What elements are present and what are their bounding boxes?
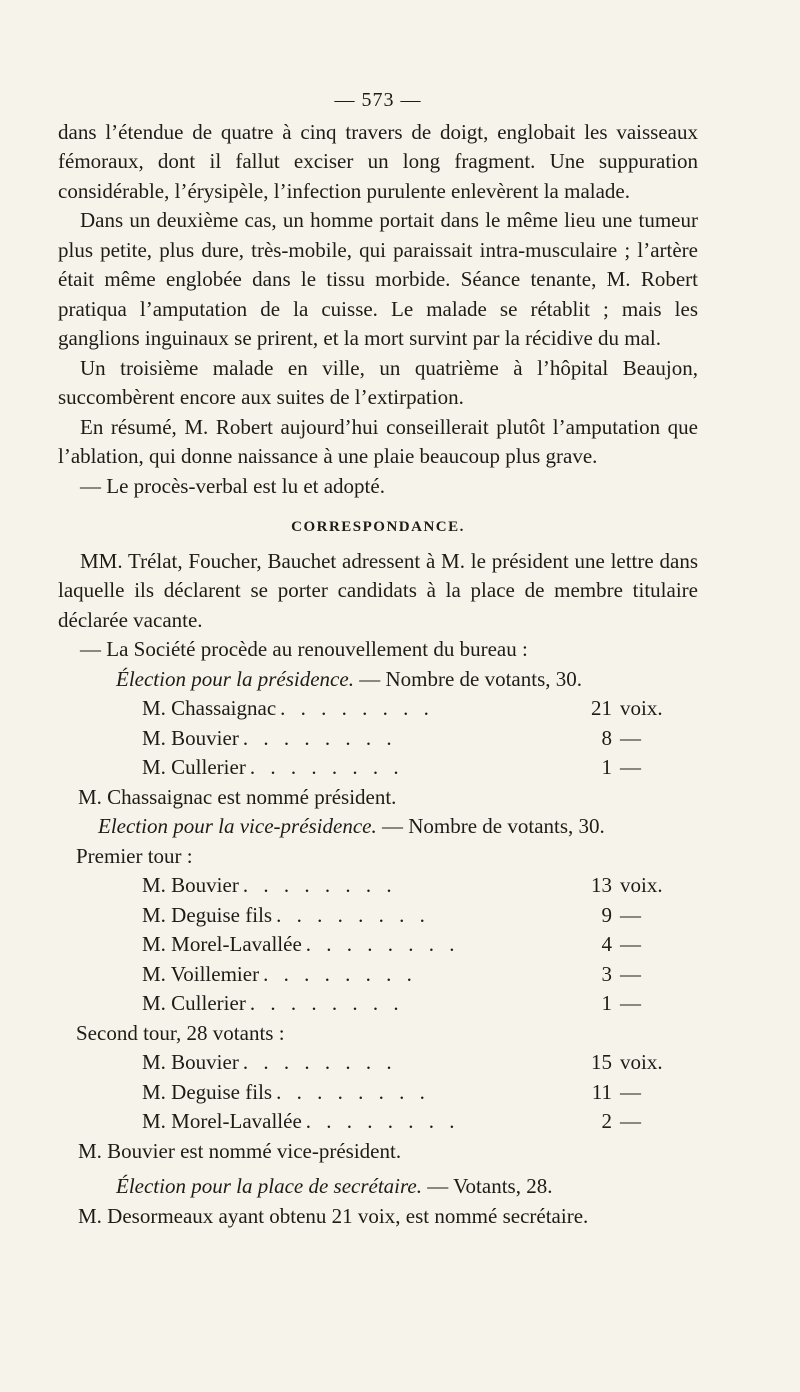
- vote-unit: voix.: [620, 873, 663, 897]
- page: [58, 86, 698, 1231]
- premier-tour-label: Premier tour :: [76, 843, 193, 868]
- vote-count: 4: [601, 932, 612, 956]
- election-title: Élection pour la place de secrétaire.: [116, 1174, 422, 1198]
- vote-count: 8: [601, 725, 612, 750]
- election-votants: — Nombre de votants, 30.: [353, 666, 582, 691]
- candidate-name: M. Morel-Lavallée: [142, 932, 302, 956]
- candidate-name: M. Voillemier: [142, 961, 260, 986]
- vote-count: 1: [601, 755, 612, 779]
- vote-table-second-tour: [58, 1048, 698, 1137]
- candidate-name: M. Cullerier: [142, 755, 246, 779]
- election-result: M. Bouvier est nommé vice-président.: [78, 1138, 402, 1163]
- section-title: CORRESPONDANCE.: [291, 519, 465, 535]
- candidate-name: M. Bouvier: [142, 1050, 239, 1074]
- vote-count: 11: [591, 1079, 612, 1104]
- vote-unit: —: [620, 1079, 641, 1104]
- candidate-name: M. Deguise fils: [142, 902, 273, 927]
- candidate-name: M. Chassaignac: [142, 696, 277, 720]
- vote-unit: —: [620, 961, 641, 986]
- vote-unit: voix.: [620, 696, 663, 720]
- vote-count: 3: [601, 961, 612, 986]
- vote-row: [58, 1048, 698, 1078]
- vote-count: 13: [591, 873, 612, 897]
- renewal-line: — La Société procède au renouvellement du bureau :: [80, 637, 528, 661]
- dot-leader: . . . . . . . .: [249, 755, 404, 779]
- vote-row: [58, 1078, 698, 1108]
- page-number: — 573 —: [334, 89, 422, 111]
- vote-unit: —: [620, 725, 641, 750]
- vote-row: [58, 724, 698, 754]
- election-title: Élection pour la présidence.: [116, 666, 354, 691]
- vote-unit: —: [620, 755, 641, 779]
- vote-unit: —: [620, 932, 641, 956]
- dot-leader: . . . . . . . .: [276, 1079, 430, 1104]
- vote-row: [58, 694, 698, 724]
- vote-count: 2: [601, 1109, 612, 1133]
- vote-count: 15: [591, 1050, 612, 1074]
- election-heading-secretaire: [58, 1172, 698, 1202]
- election-result: M. Chassaignac est nommé président.: [78, 784, 397, 809]
- paragraph: En résumé, M. Robert aujourd’hui conseillerait plutôt l’amputation que l’ablation, qui donne naissance à une plaie beaucoup plus grave.: [58, 414, 698, 468]
- dot-leader: . . . . . . . .: [276, 902, 430, 927]
- dot-leader: . . . . . . . .: [242, 1050, 397, 1074]
- vote-row: [58, 930, 698, 960]
- vote-unit: —: [620, 1109, 641, 1133]
- candidate-name: M. Deguise fils: [142, 1079, 273, 1104]
- vote-unit: —: [620, 902, 641, 927]
- vote-table-premier-tour: [58, 871, 698, 1019]
- dot-leader: . . . . . . . .: [242, 873, 397, 897]
- paragraph: — Le procès-verbal est lu et adopté.: [80, 473, 385, 498]
- vote-row: [58, 989, 698, 1019]
- dot-leader: . . . . . . . .: [263, 961, 417, 986]
- correspondance-letter: MM. Trélat, Foucher, Bauchet adressent à M. le président une lettre dans laquelle ils déclarent se porter candidats à la place de membre titulaire déclarée vacante.: [58, 548, 698, 632]
- election-heading-presidence: [58, 665, 698, 695]
- vote-table-presidence: [58, 694, 698, 783]
- paragraph: dans l’étendue de quatre à cinq travers de doigt, englobait les vaisseaux fémoraux, dont il fallut exciser un long fragment. Une suppuration considérable, l’érysipèle, l’infection purulente enlevèrent la malade.: [58, 119, 698, 203]
- election-result: M. Desormeaux ayant obtenu 21 voix, est nommé secrétaire.: [78, 1203, 589, 1228]
- vote-count: 21: [591, 696, 612, 720]
- vote-unit: —: [620, 991, 641, 1015]
- vote-row: [58, 753, 698, 783]
- vote-unit: voix.: [620, 1050, 663, 1074]
- dot-leader: . . . . . . . .: [305, 1109, 460, 1133]
- dot-leader: . . . . . . . .: [280, 696, 434, 720]
- paragraph: Dans un deuxième cas, un homme portait dans le même lieu une tumeur plus petite, plus dure, très-mobile, qui paraissait intra-musculaire ; l’artère était même englobée dans le tissu morbide. Séance tenante, M. Robert pratiqua l’amputation de la cuisse. Le malade se rétablit ; mais les ganglions inguinaux se prirent, et la mort survint par la récidive du mal.: [58, 208, 698, 350]
- dot-leader: . . . . . . . .: [249, 991, 404, 1015]
- candidate-name: M. Cullerier: [142, 991, 246, 1015]
- vote-row: [58, 871, 698, 901]
- election-votants: — Votants, 28.: [421, 1174, 553, 1198]
- dot-leader: . . . . . . . .: [242, 725, 397, 750]
- candidate-name: M. Bouvier: [142, 725, 239, 750]
- vote-count: 1: [601, 991, 612, 1015]
- dot-leader: . . . . . . . .: [305, 932, 460, 956]
- candidate-name: M. Bouvier: [142, 873, 239, 897]
- vote-row: [58, 960, 698, 990]
- paragraph: Un troisième malade en ville, un quatrième à l’hôpital Beaujon, succombèrent encore aux suites de l’extirpation.: [58, 355, 698, 409]
- vote-row: [58, 901, 698, 931]
- election-heading-vice-presidence: [58, 812, 698, 842]
- second-tour-label: Second tour, 28 votants :: [76, 1020, 285, 1045]
- election-title: Election pour la vice-présidence.: [98, 814, 377, 838]
- vote-count: 9: [601, 902, 612, 927]
- candidate-name: M. Morel-Lavallée: [142, 1109, 302, 1133]
- vote-row: [58, 1107, 698, 1137]
- election-votants: — Nombre de votants, 30.: [376, 814, 605, 838]
